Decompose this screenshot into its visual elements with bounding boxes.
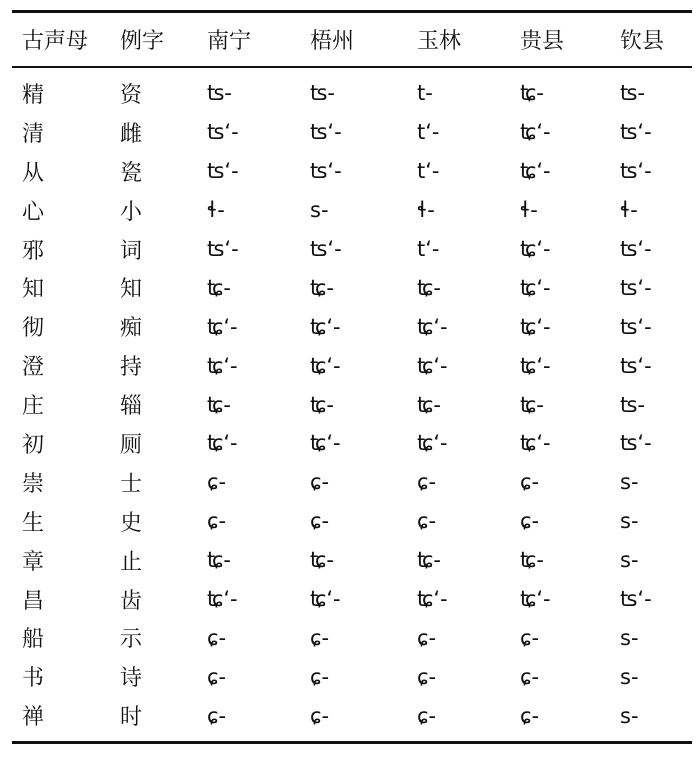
cell-guixian: ɕ- — [520, 664, 540, 689]
cell-yulin: ʨʻ- — [417, 587, 448, 612]
table-row — [12, 502, 692, 541]
cell-wuzhou: ʦʻ- — [310, 159, 342, 184]
cell-nanning: ʨ- — [207, 275, 231, 300]
cell-ancient-initial: 章 — [22, 549, 45, 575]
cell-example-char: 史 — [120, 510, 143, 536]
cell-yulin: ɕ- — [417, 703, 437, 728]
cell-guixian: ʨ- — [520, 548, 544, 573]
cell-qinxian: ʦʻ- — [620, 587, 652, 612]
cell-qinxian: s- — [620, 625, 639, 650]
header-example-char: 例字 — [120, 29, 165, 54]
cell-wuzhou: ʦʻ- — [310, 237, 342, 261]
cell-example-char: 小 — [120, 199, 143, 225]
cell-example-char: 词 — [120, 238, 143, 264]
cell-nanning: ʨʻ- — [207, 431, 238, 456]
table-body — [12, 68, 692, 741]
cell-wuzhou: ʨ- — [310, 548, 334, 573]
cell-yulin: tʻ- — [417, 120, 440, 145]
cell-ancient-initial: 彻 — [22, 316, 45, 342]
cell-guixian: ʨʻ- — [520, 587, 551, 612]
cell-wuzhou: ʦ- — [310, 81, 336, 106]
cell-example-char: 痴 — [120, 316, 143, 342]
cell-wuzhou: ɕ- — [310, 509, 330, 534]
cell-qinxian: ɬ- — [620, 198, 638, 223]
table-row — [12, 191, 692, 230]
cell-ancient-initial: 从 — [22, 160, 45, 186]
cell-qinxian: s- — [620, 548, 639, 573]
cell-qinxian: ʦʻ- — [620, 159, 652, 184]
cell-guixian: ʨʻ- — [520, 275, 551, 300]
cell-wuzhou: ʨʻ- — [310, 314, 341, 339]
cell-example-char: 资 — [120, 82, 143, 108]
table-row — [12, 463, 692, 502]
cell-wuzhou: ʨʻ- — [310, 587, 341, 612]
table-row — [12, 307, 692, 346]
cell-nanning: ʨ- — [207, 392, 231, 417]
header-nanning: 南宁 — [207, 29, 252, 54]
cell-yulin: ʨ- — [417, 275, 441, 300]
cell-nanning: ʨʻ- — [207, 314, 238, 339]
cell-guixian: ɕ- — [520, 509, 540, 534]
cell-ancient-initial: 初 — [22, 432, 45, 458]
cell-qinxian: ʦʻ- — [620, 237, 652, 261]
table-row — [12, 696, 692, 741]
cell-nanning: ɕ- — [207, 664, 227, 689]
cell-example-char: 诗 — [120, 666, 143, 692]
table-row — [12, 657, 692, 696]
cell-example-char: 士 — [120, 471, 143, 497]
cell-yulin: ʨʻ- — [417, 314, 448, 339]
cell-qinxian: s- — [620, 703, 639, 728]
cell-nanning: ɕ- — [207, 470, 227, 495]
cell-guixian: ʨ- — [520, 81, 544, 106]
cell-yulin: ɬ- — [417, 198, 435, 223]
header-yulin: 玉林 — [417, 29, 462, 54]
cell-guixian: ɕ- — [520, 470, 540, 495]
cell-wuzhou: ɕ- — [310, 625, 330, 650]
cell-qinxian: ʦʻ- — [620, 431, 652, 456]
cell-ancient-initial: 心 — [22, 199, 45, 225]
cell-wuzhou: ʦʻ- — [310, 120, 342, 145]
cell-example-char: 齿 — [120, 588, 143, 614]
cell-wuzhou: ʨ- — [310, 275, 334, 300]
cell-example-char: 持 — [120, 355, 143, 381]
cell-ancient-initial: 澄 — [22, 355, 45, 381]
cell-nanning: ʨ- — [207, 548, 231, 573]
cell-nanning: ʦʻ- — [207, 120, 239, 145]
cell-ancient-initial: 知 — [22, 277, 45, 303]
cell-wuzhou: ʨ- — [310, 392, 334, 417]
header-qinxian: 钦县 — [620, 29, 665, 54]
cell-wuzhou: ɕ- — [310, 703, 330, 728]
cell-ancient-initial: 庄 — [22, 394, 45, 420]
cell-example-char: 止 — [120, 549, 143, 575]
cell-guixian: ʨʻ- — [520, 159, 551, 184]
cell-ancient-initial: 书 — [22, 666, 45, 692]
cell-qinxian: s- — [620, 664, 639, 689]
cell-guixian: ɕ- — [520, 625, 540, 650]
cell-yulin: ɕ- — [417, 509, 437, 534]
cell-guixian: ʨʻ- — [520, 237, 551, 261]
cell-guixian: ʨʻ- — [520, 314, 551, 339]
header-guixian: 贵县 — [520, 29, 565, 54]
cell-qinxian: s- — [620, 470, 639, 495]
header-wuzhou: 梧州 — [310, 29, 355, 54]
cell-guixian: ɕ- — [520, 703, 540, 728]
cell-nanning: ɕ- — [207, 625, 227, 650]
cell-guixian: ɬ- — [520, 198, 538, 223]
cell-qinxian: ʦ- — [620, 81, 646, 106]
cell-ancient-initial: 精 — [22, 82, 45, 108]
cell-yulin: ʨ- — [417, 548, 441, 573]
cell-qinxian: ʦ- — [620, 392, 646, 417]
cell-example-char: 雌 — [120, 121, 143, 147]
cell-nanning: ɬ- — [207, 198, 225, 223]
cell-yulin: ɕ- — [417, 664, 437, 689]
cell-ancient-initial: 禅 — [22, 705, 45, 731]
table-row — [12, 618, 692, 657]
cell-qinxian: s- — [620, 509, 639, 534]
cell-nanning: ɕ- — [207, 509, 227, 534]
cell-wuzhou: ʨʻ- — [310, 353, 341, 378]
cell-nanning: ɕ- — [207, 703, 227, 728]
table-row — [12, 541, 692, 580]
table-row — [12, 152, 692, 191]
table-row — [12, 230, 692, 269]
table-row — [12, 424, 692, 463]
cell-example-char: 知 — [120, 277, 143, 303]
bottom-rule — [12, 741, 692, 744]
cell-example-char: 瓷 — [120, 160, 143, 186]
cell-nanning: ʨʻ- — [207, 587, 238, 612]
table-row — [12, 268, 692, 307]
cell-nanning: ʦ- — [207, 81, 233, 106]
cell-example-char: 时 — [120, 705, 143, 731]
cell-ancient-initial: 清 — [22, 121, 45, 147]
cell-nanning: ʦʻ- — [207, 237, 239, 261]
cell-ancient-initial: 邪 — [22, 238, 45, 264]
cell-wuzhou: ɕ- — [310, 664, 330, 689]
cell-yulin: t- — [417, 81, 433, 106]
cell-yulin: tʻ- — [417, 159, 440, 184]
cell-ancient-initial: 昌 — [22, 588, 45, 614]
cell-qinxian: ʦʻ- — [620, 314, 652, 339]
cell-yulin: ɕ- — [417, 470, 437, 495]
cell-qinxian: ʦʻ- — [620, 120, 652, 145]
cell-wuzhou: ɕ- — [310, 470, 330, 495]
cell-ancient-initial: 崇 — [22, 471, 45, 497]
cell-nanning: ʦʻ- — [207, 159, 239, 184]
cell-example-char: 辎 — [120, 394, 143, 420]
cell-guixian: ʨʻ- — [520, 431, 551, 456]
cell-yulin: ɕ- — [417, 625, 437, 650]
cell-yulin: ʨʻ- — [417, 353, 448, 378]
cell-example-char: 厕 — [120, 432, 143, 458]
cell-ancient-initial: 船 — [22, 627, 45, 653]
cell-guixian: ʨ- — [520, 392, 544, 417]
cell-guixian: ʨʻ- — [520, 120, 551, 145]
table-row — [12, 385, 692, 424]
cell-wuzhou: ʨʻ- — [310, 431, 341, 456]
table-row — [12, 346, 692, 385]
header-row — [12, 13, 692, 66]
cell-qinxian: ʦʻ- — [620, 275, 652, 300]
table-row — [12, 580, 692, 619]
cell-guixian: ʨʻ- — [520, 353, 551, 378]
cell-example-char: 示 — [120, 627, 143, 653]
cell-yulin: ʨʻ- — [417, 431, 448, 456]
cell-qinxian: ʦʻ- — [620, 353, 652, 378]
cell-yulin: ʨ- — [417, 392, 441, 417]
cell-ancient-initial: 生 — [22, 510, 45, 536]
cell-yulin: tʻ- — [417, 237, 440, 261]
cell-wuzhou: s- — [310, 198, 329, 223]
table-row — [12, 68, 692, 113]
table-row — [12, 113, 692, 152]
cell-nanning: ʨʻ- — [207, 353, 238, 378]
consonant-correspondence-table — [12, 10, 692, 744]
header-ancient-initial: 古声母 — [22, 29, 89, 54]
